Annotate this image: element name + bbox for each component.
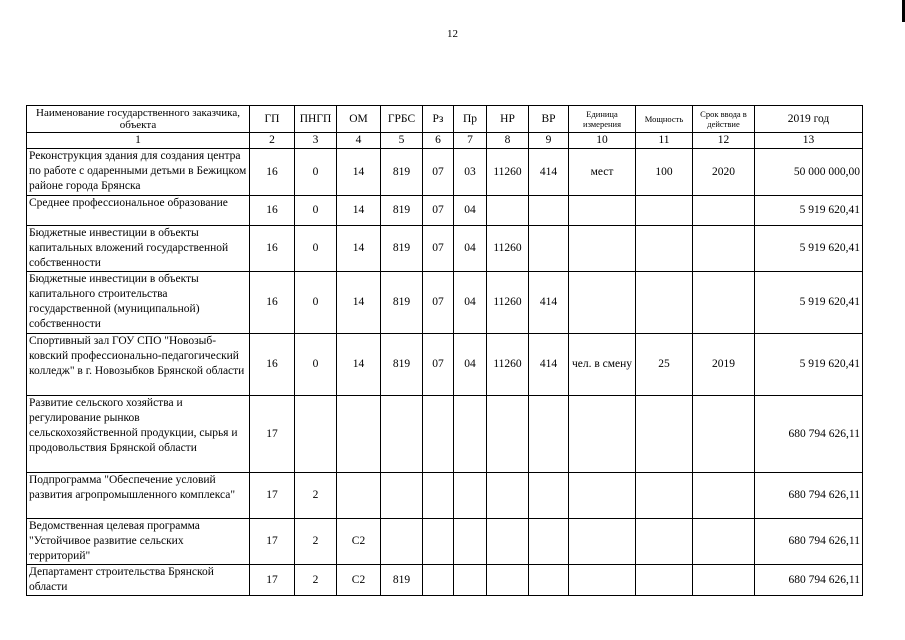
cell-rz: 07 xyxy=(423,196,454,226)
cell-vr: 414 xyxy=(529,272,569,334)
cell-term xyxy=(693,396,755,473)
cell-grbs xyxy=(381,473,423,519)
cell-unit xyxy=(569,565,636,596)
cell-vr xyxy=(529,565,569,596)
cell-vr xyxy=(529,396,569,473)
cell-pr xyxy=(454,396,487,473)
cell-pr xyxy=(454,565,487,596)
col-header-name: Наименование государственного заказчика, объекта xyxy=(27,106,250,133)
cell-pngp: 0 xyxy=(295,149,337,196)
cell-term xyxy=(693,473,755,519)
cell-pngp xyxy=(295,396,337,473)
cell-amount: 680 794 626,11 xyxy=(755,473,863,519)
cell-vr: 414 xyxy=(529,334,569,396)
col-header-vr: ВР xyxy=(529,106,569,133)
cell-pr: 04 xyxy=(454,272,487,334)
cell-grbs xyxy=(381,396,423,473)
cell-term xyxy=(693,226,755,272)
cell-pr xyxy=(454,473,487,519)
row-name: Ведомственная целевая программа "Устойчивое развитие сельских территорий" xyxy=(27,519,250,565)
cell-amount: 680 794 626,11 xyxy=(755,519,863,565)
table-row xyxy=(27,149,863,196)
cell-gp: 17 xyxy=(250,519,295,565)
cell-gp: 16 xyxy=(250,334,295,396)
col-header-pr: Пр xyxy=(454,106,487,133)
cell-pr xyxy=(454,519,487,565)
col-number: 12 xyxy=(693,133,755,149)
cell-power xyxy=(636,565,693,596)
cell-amount: 5 919 620,41 xyxy=(755,226,863,272)
cell-pngp: 2 xyxy=(295,565,337,596)
cell-nr: 11260 xyxy=(487,149,529,196)
cell-vr xyxy=(529,196,569,226)
cell-term xyxy=(693,272,755,334)
col-header-nr: НР xyxy=(487,106,529,133)
table-row xyxy=(27,473,863,519)
row-name: Бюджетные инвестиции в объекты капитальных вложений государственной собственности xyxy=(27,226,250,272)
cell-amount: 50 000 000,00 xyxy=(755,149,863,196)
cell-grbs: 819 xyxy=(381,196,423,226)
cell-nr xyxy=(487,565,529,596)
cell-power xyxy=(636,226,693,272)
table-row xyxy=(27,519,863,565)
cell-pr: 03 xyxy=(454,149,487,196)
cell-term xyxy=(693,565,755,596)
col-header-power: Мощность xyxy=(636,106,693,133)
cell-grbs xyxy=(381,519,423,565)
row-name: Подпрограмма "Обеспечение условий развития агропромышленного комплекса" xyxy=(27,473,250,519)
cell-gp: 17 xyxy=(250,473,295,519)
cell-grbs: 819 xyxy=(381,565,423,596)
col-number: 8 xyxy=(487,133,529,149)
cell-vr xyxy=(529,226,569,272)
cell-om: 14 xyxy=(337,196,381,226)
row-name: Развитие сельского хозяйства и регулирование рынков сельскохозяйственной продукции, сырья и продовольствия Брянской области xyxy=(27,396,250,473)
row-name: Департамент строительства Брянской области xyxy=(27,565,250,596)
cell-pr: 04 xyxy=(454,196,487,226)
row-name: Реконструкция здания для создания центра по работе с одаренными детьми в Бежицком районе города Брянска xyxy=(27,149,250,196)
cell-nr xyxy=(487,396,529,473)
cell-grbs: 819 xyxy=(381,272,423,334)
table-row xyxy=(27,272,863,334)
table-row xyxy=(27,226,863,272)
cell-unit xyxy=(569,396,636,473)
page-number: 12 xyxy=(447,28,458,40)
cell-unit xyxy=(569,196,636,226)
cell-power xyxy=(636,396,693,473)
col-number: 9 xyxy=(529,133,569,149)
cell-om: 14 xyxy=(337,226,381,272)
col-number: 6 xyxy=(423,133,454,149)
cell-power: 100 xyxy=(636,149,693,196)
cell-gp: 16 xyxy=(250,226,295,272)
col-header-year: 2019 год xyxy=(755,106,863,133)
table-row xyxy=(27,565,863,596)
col-number: 10 xyxy=(569,133,636,149)
cell-nr: 11260 xyxy=(487,272,529,334)
cell-om: 14 xyxy=(337,149,381,196)
col-number: 4 xyxy=(337,133,381,149)
cell-pngp: 0 xyxy=(295,226,337,272)
cell-amount: 5 919 620,41 xyxy=(755,272,863,334)
cell-pngp: 0 xyxy=(295,196,337,226)
cell-nr xyxy=(487,519,529,565)
col-number: 2 xyxy=(250,133,295,149)
cell-power xyxy=(636,473,693,519)
cell-om xyxy=(337,396,381,473)
cell-rz: 07 xyxy=(423,272,454,334)
cell-unit xyxy=(569,226,636,272)
col-number: 7 xyxy=(454,133,487,149)
col-header-unit: Единица измерения xyxy=(569,106,636,133)
cell-rz xyxy=(423,519,454,565)
cell-power xyxy=(636,519,693,565)
budget-table xyxy=(26,105,863,596)
cell-gp: 16 xyxy=(250,149,295,196)
cell-pngp: 2 xyxy=(295,519,337,565)
col-number: 1 xyxy=(27,133,250,149)
col-number: 11 xyxy=(636,133,693,149)
col-header-term: Срок ввода в действие xyxy=(693,106,755,133)
cell-gp: 17 xyxy=(250,396,295,473)
cell-grbs: 819 xyxy=(381,226,423,272)
col-number: 3 xyxy=(295,133,337,149)
table-row xyxy=(27,334,863,396)
cell-rz: 07 xyxy=(423,226,454,272)
cell-term: 2019 xyxy=(693,334,755,396)
cell-pngp: 0 xyxy=(295,334,337,396)
cell-nr xyxy=(487,473,529,519)
cell-om: 14 xyxy=(337,334,381,396)
column-number-row xyxy=(27,133,863,149)
cell-grbs: 819 xyxy=(381,149,423,196)
cell-unit xyxy=(569,473,636,519)
cell-rz xyxy=(423,396,454,473)
cell-om: С2 xyxy=(337,519,381,565)
cell-amount: 680 794 626,11 xyxy=(755,565,863,596)
col-header-om: ОМ xyxy=(337,106,381,133)
cell-amount: 5 919 620,41 xyxy=(755,196,863,226)
col-number: 5 xyxy=(381,133,423,149)
cell-term xyxy=(693,196,755,226)
col-number: 13 xyxy=(755,133,863,149)
cell-gp: 16 xyxy=(250,196,295,226)
cell-nr: 11260 xyxy=(487,334,529,396)
row-name: Среднее профессиональное образование xyxy=(27,196,250,226)
cell-rz: 07 xyxy=(423,149,454,196)
cell-power xyxy=(636,272,693,334)
col-header-rz: Рз xyxy=(423,106,454,133)
col-header-pngp: ПНГП xyxy=(295,106,337,133)
cell-amount: 680 794 626,11 xyxy=(755,396,863,473)
cell-vr: 414 xyxy=(529,149,569,196)
cell-unit: чел. в смену xyxy=(569,334,636,396)
cell-term: 2020 xyxy=(693,149,755,196)
cell-rz xyxy=(423,565,454,596)
cell-om xyxy=(337,473,381,519)
cell-rz xyxy=(423,473,454,519)
cell-pr: 04 xyxy=(454,226,487,272)
cell-vr xyxy=(529,473,569,519)
row-name: Спортивный зал ГОУ СПО "Новозыб-ковский профессионально-педагогический колледж" в г. Новозыбков Брянской области xyxy=(27,334,250,396)
cell-amount: 5 919 620,41 xyxy=(755,334,863,396)
cell-pr: 04 xyxy=(454,334,487,396)
cell-unit xyxy=(569,519,636,565)
cell-om: 14 xyxy=(337,272,381,334)
table-row xyxy=(27,396,863,473)
cell-nr xyxy=(487,196,529,226)
header-row xyxy=(27,106,863,133)
cell-pngp: 0 xyxy=(295,272,337,334)
col-header-grbs: ГРБС xyxy=(381,106,423,133)
cell-rz: 07 xyxy=(423,334,454,396)
cell-unit xyxy=(569,272,636,334)
table-row xyxy=(27,196,863,226)
cell-gp: 16 xyxy=(250,272,295,334)
cell-gp: 17 xyxy=(250,565,295,596)
col-header-gp: ГП xyxy=(250,106,295,133)
cell-term xyxy=(693,519,755,565)
row-name: Бюджетные инвестиции в объекты капитального строительства государственной (муниципальной) собственности xyxy=(27,272,250,334)
cell-unit: мест xyxy=(569,149,636,196)
cell-nr: 11260 xyxy=(487,226,529,272)
cell-power xyxy=(636,196,693,226)
cell-power: 25 xyxy=(636,334,693,396)
cell-vr xyxy=(529,519,569,565)
cell-grbs: 819 xyxy=(381,334,423,396)
cell-om: С2 xyxy=(337,565,381,596)
cell-pngp: 2 xyxy=(295,473,337,519)
